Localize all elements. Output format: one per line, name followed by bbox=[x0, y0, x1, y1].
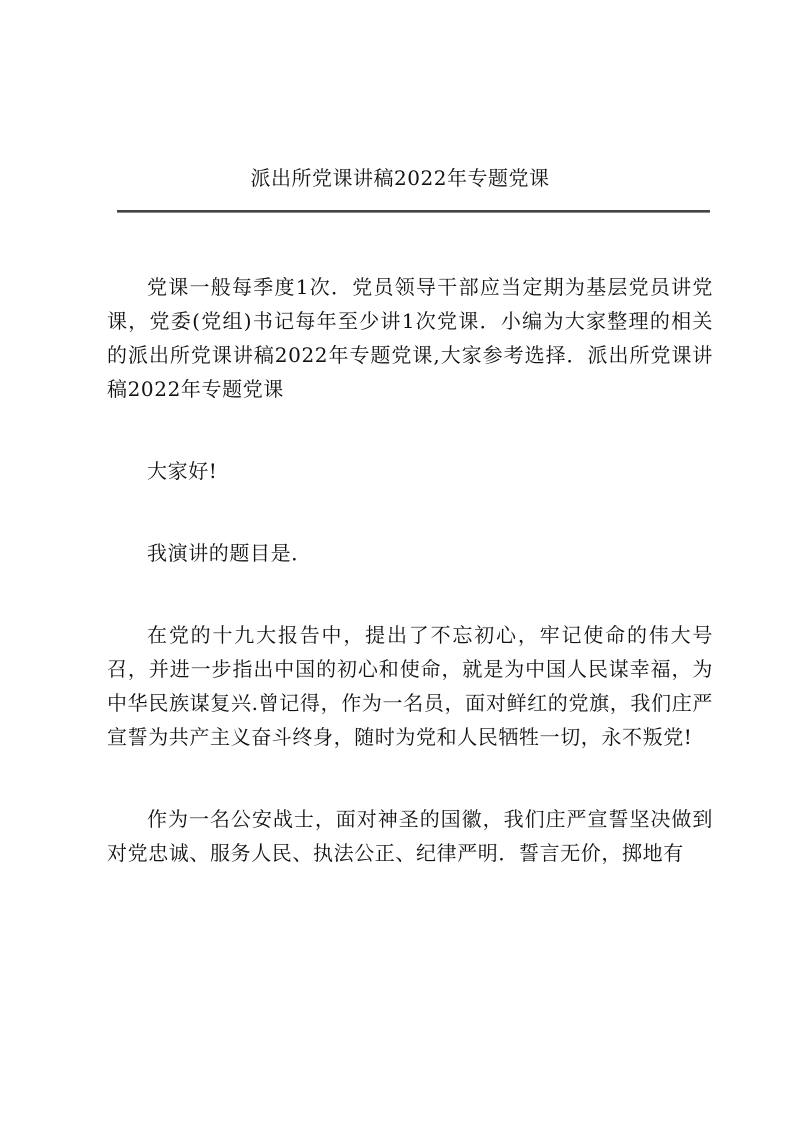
paragraph-oath: 作为一名公安战士，面对神圣的国徽，我们庄严宣誓坚决做到对党忠诚、服务人民、执法公正、纪律严明．誓言无价，掷地有 bbox=[107, 807, 713, 865]
paragraph-mission: 在党的十九大报告中，提出了不忘初心，牢记使命的伟大号召，并进一步指出中国的初心和使命，就是为中国人民谋幸福，为中华民族谋复兴.曾记得，作为一名员，面对鲜红的党旗，我们庄严宣誓为共产主义奋斗终身，随时为党和人民牺牲一切，永不叛党! bbox=[107, 623, 713, 749]
document-body bbox=[107, 270, 713, 918]
paragraph-intro: 党课一般每季度1次．党员领导干部应当定期为基层党员讲党课，党委(党组)书记每年至少讲1次党课．小编为大家整理的相关的派出所党课讲稿2022年专题党课,大家参考选择．派出所党课讲稿2022年专题党课 bbox=[107, 275, 713, 401]
document-title: 派出所党课讲稿2022年专题党课 bbox=[250, 166, 550, 190]
paragraph-topic: 我演讲的题目是． bbox=[147, 541, 312, 565]
paragraph-greeting: 大家好! bbox=[147, 459, 218, 483]
title-divider bbox=[117, 210, 710, 213]
